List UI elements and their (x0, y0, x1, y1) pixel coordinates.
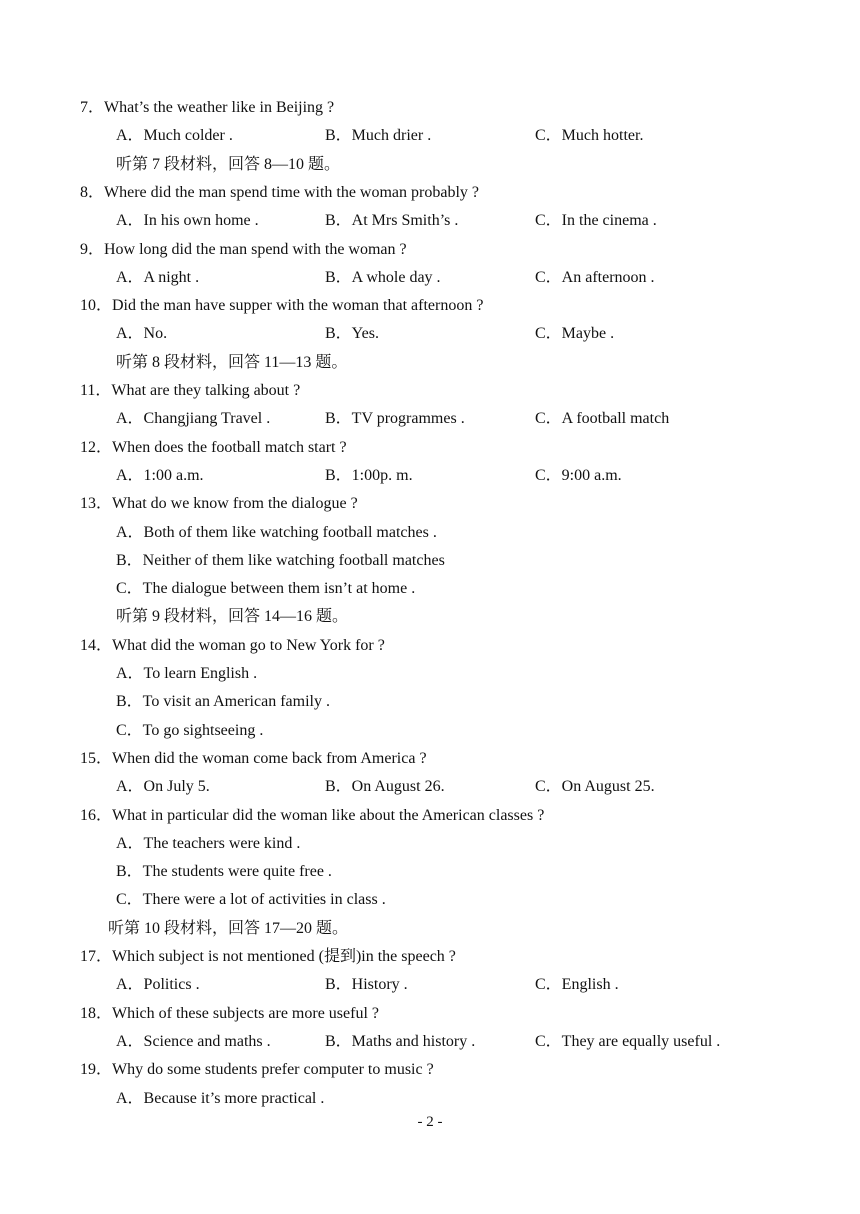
option-row (0, 971, 860, 999)
option-a: A．Changjiang Travel . (116, 410, 271, 427)
option-b: B．1:00p. m. (325, 467, 413, 484)
option-a: A．Politics . (116, 976, 200, 993)
section-instruction: 听第 8 段材料，回答 11—13 题。 (116, 354, 348, 371)
option-a: A．Much colder . (116, 127, 233, 144)
question: 13．What do we know from the dialogue ? (80, 495, 358, 512)
option-b: B．History . (325, 976, 408, 993)
option-c: C．An afternoon . (535, 269, 655, 286)
section-instruction: 听第 7 段材料，回答 8—10 题。 (116, 156, 341, 173)
option-a: A．In his own home . (116, 212, 259, 229)
option-line: C．There were a lot of activities in class . (116, 891, 386, 908)
option-c: C．9:00 a.m. (535, 467, 622, 484)
option-b: B．TV programmes . (325, 410, 465, 427)
option-line: C．To go sightseeing . (116, 722, 264, 739)
question: 18．Which of these subjects are more useful ? (80, 1005, 380, 1022)
question: 17．Which subject is not mentioned (提到)in the speech ? (80, 948, 456, 965)
option-line: B．Neither of them like watching football matches (116, 552, 445, 569)
option-b: B．At Mrs Smith’s . (325, 212, 459, 229)
option-row (0, 405, 860, 433)
option-a: A．No. (116, 325, 168, 342)
question: 19．Why do some students prefer computer to music ? (80, 1061, 434, 1078)
option-row (0, 1028, 860, 1056)
option-b: B．Much drier . (325, 127, 432, 144)
option-b: B．Maths and history . (325, 1033, 476, 1050)
question: 8．Where did the man spend time with the woman probably ? (80, 184, 480, 201)
question: 9．How long did the man spend with the woman ? (80, 241, 407, 258)
question: 7．What’s the weather like in Beijing ? (80, 99, 335, 116)
page-number: - 2 - (417, 1114, 443, 1130)
option-b: B．A whole day . (325, 269, 441, 286)
option-row (0, 320, 860, 348)
option-c: C．Maybe . (535, 325, 615, 342)
option-c: C．A football match (535, 410, 670, 427)
option-row (0, 773, 860, 801)
option-c: C．Much hotter. (535, 127, 644, 144)
option-row (0, 462, 860, 490)
option-a: A．1:00 a.m. (116, 467, 204, 484)
option-a: A．On July 5. (116, 778, 210, 795)
option-b: B．Yes. (325, 325, 379, 342)
question: 12．When does the football match start ? (80, 439, 347, 456)
option-line: A．The teachers were kind . (116, 835, 301, 852)
option-a: A．Science and maths . (116, 1033, 271, 1050)
option-c: C．English . (535, 976, 619, 993)
option-line: A．To learn English . (116, 665, 258, 682)
question: 11．What are they talking about ? (80, 382, 301, 399)
option-c: C．On August 25. (535, 778, 655, 795)
section-instruction: 听第 9 段材料，回答 14—16 题。 (116, 608, 349, 625)
option-c: C．In the cinema . (535, 212, 657, 229)
question: 14．What did the woman go to New York for ? (80, 637, 385, 654)
option-line: A．Because it’s more practical . (116, 1090, 325, 1107)
question: 16．What in particular did the woman like about the American classes ? (80, 807, 545, 824)
option-row (0, 264, 860, 292)
option-c: C．They are equally useful . (535, 1033, 721, 1050)
option-a: A．A night . (116, 269, 200, 286)
question: 15．When did the woman come back from America ? (80, 750, 427, 767)
option-line: A．Both of them like watching football matches . (116, 524, 437, 541)
option-b: B．On August 26. (325, 778, 445, 795)
question: 10．Did the man have supper with the woman that afternoon ? (80, 297, 484, 314)
option-row (0, 122, 860, 150)
option-row (0, 207, 860, 235)
option-line: B．To visit an American family . (116, 693, 330, 710)
section-instruction: 听第 10 段材料，回答 17—20 题。 (108, 920, 349, 937)
option-line: C．The dialogue between them isn’t at home . (116, 580, 416, 597)
option-line: B．The students were quite free . (116, 863, 332, 880)
